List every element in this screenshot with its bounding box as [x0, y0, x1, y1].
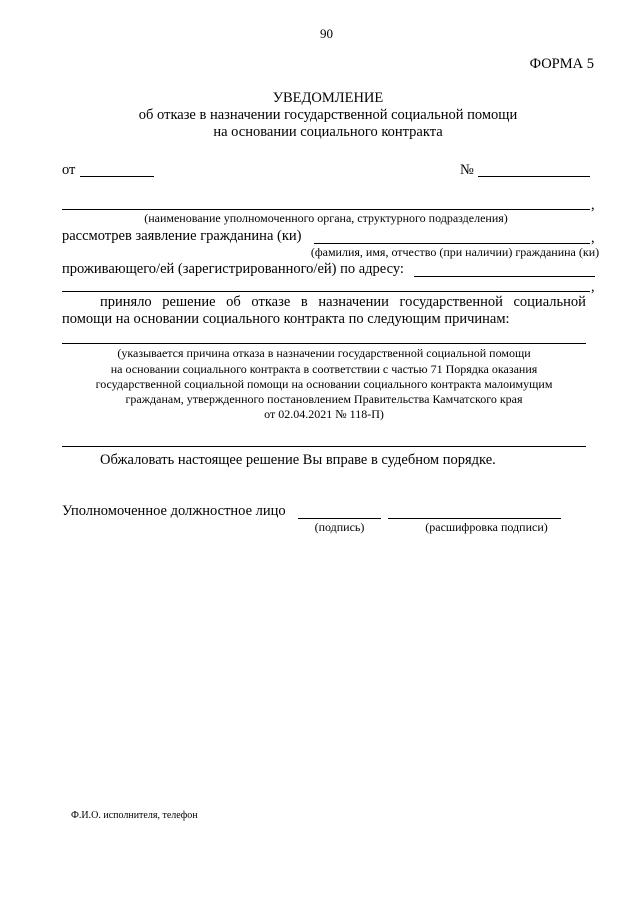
date-field[interactable] [80, 176, 154, 177]
form-label: ФОРМА 5 [529, 56, 594, 72]
additional-reason-field[interactable] [62, 446, 586, 447]
considered-label: рассмотрев заявление гражданина (ки) [62, 228, 302, 244]
organization-field[interactable] [62, 209, 590, 210]
decision-text-line2: помощи на основании социального контракта по следующим причинам: [62, 311, 510, 327]
reason-hint-line5: от 02.04.2021 № 118-П) [264, 407, 384, 421]
signature-field[interactable] [298, 518, 381, 519]
comma: , [591, 230, 595, 246]
number-label: № [460, 162, 474, 178]
reason-hint-line2: на основании социального контракта в соответствии с частью 71 Порядка оказания [110, 362, 538, 376]
appeal-text: Обжаловать настоящее решение Вы вправе в судебном порядке. [100, 452, 496, 468]
signature-decode-hint: (расшифровка подписи) [425, 520, 548, 534]
document-title: УВЕДОМЛЕНИЕ [272, 90, 384, 106]
comma: , [591, 197, 595, 213]
address-field-line1[interactable] [414, 276, 595, 277]
citizen-name-field[interactable] [314, 243, 590, 244]
address-label: проживающего/ей (зарегистрированного/ей) по адресу: [62, 261, 404, 277]
document-subtitle-line1: об отказе в назначении государственной социальной помощи [138, 107, 518, 123]
page-number: 90 [320, 26, 333, 41]
organization-hint: (наименование уполномоченного органа, структурного подразделения) [144, 211, 508, 225]
decision-text-line1: приняло решение об отказе в назначении государственной социальной [100, 294, 586, 310]
signature-hint: (подпись) [314, 520, 365, 534]
number-field[interactable] [478, 176, 590, 177]
document-subtitle-line2: на основании социального контракта [213, 124, 443, 140]
reason-hint-line4: гражданам, утвержденного постановлением Правительства Камчатского края [125, 392, 523, 406]
reason-field[interactable] [62, 343, 586, 344]
executor-label: Ф.И.О. исполнителя, телефон [71, 810, 198, 821]
reason-hint-line1: (указывается причина отказа в назначении государственной социальной помощи [117, 346, 531, 360]
citizen-hint: (фамилия, имя, отчество (при наличии) гражданина (ки) [310, 245, 600, 259]
from-label: от [62, 162, 76, 178]
reason-hint-line3: государственной социальной помощи на основании социального контракта малоимущим [95, 377, 553, 391]
official-label: Уполномоченное должностное лицо [62, 503, 286, 519]
signature-decode-field[interactable] [388, 518, 561, 519]
comma: , [591, 279, 595, 295]
address-field-line2[interactable] [62, 291, 590, 292]
